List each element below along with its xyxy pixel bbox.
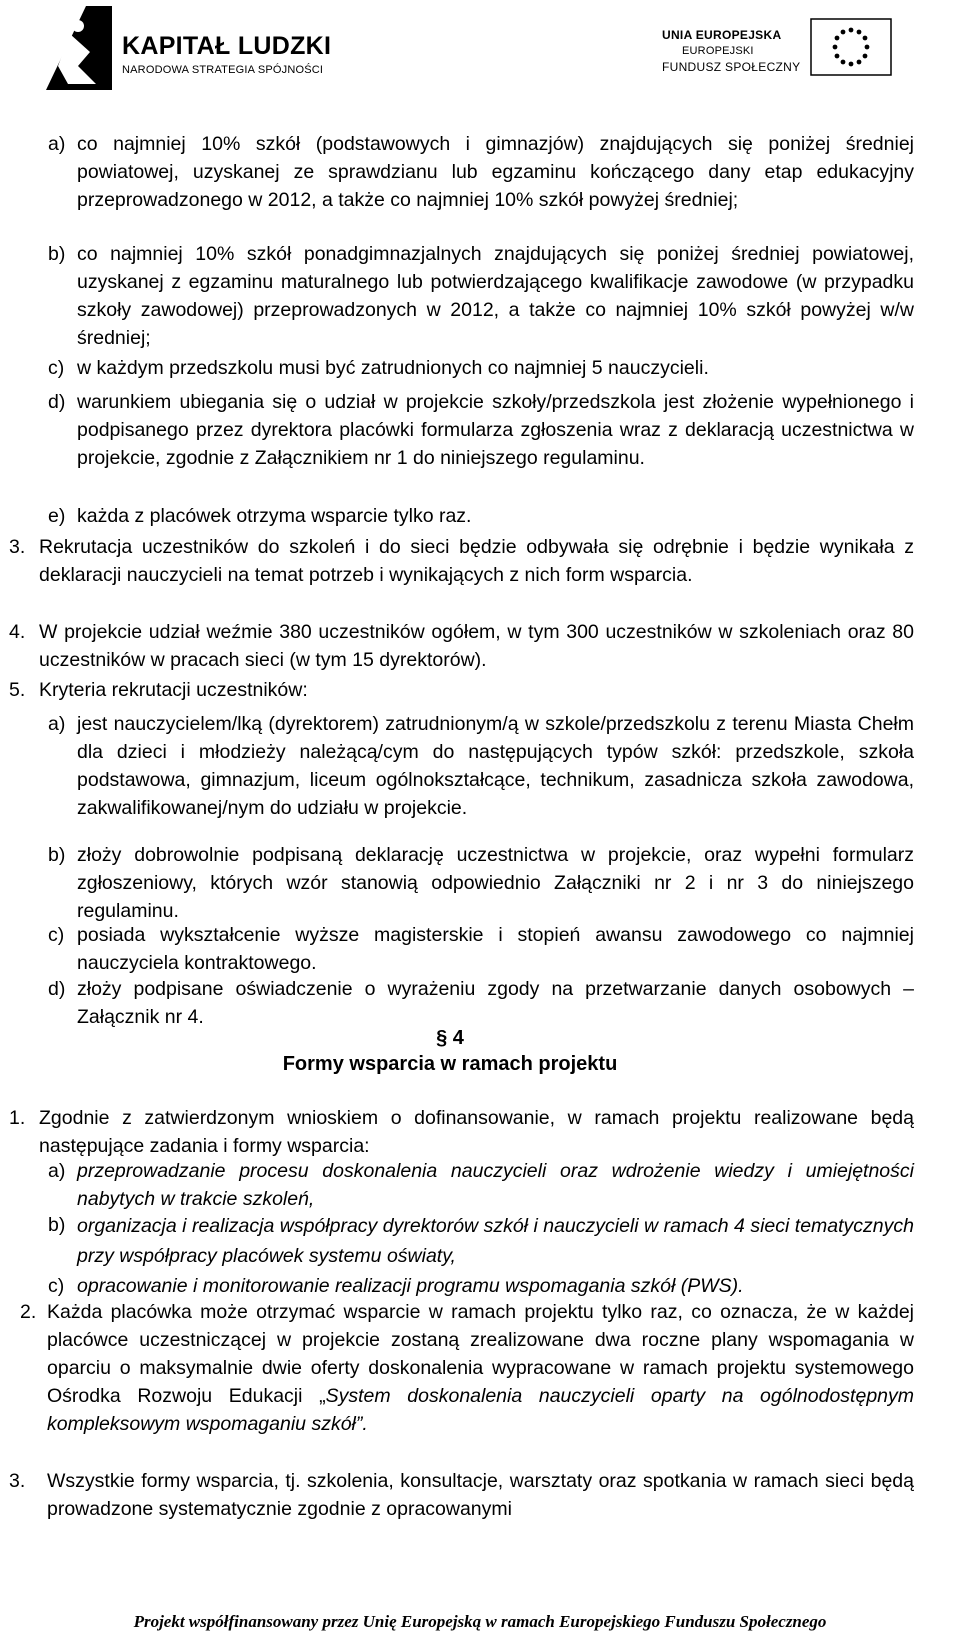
list-item: warunkiem ubiegania się o udział w projekcie szkoły/przedszkola jest złożenie wypełnionego i podpisanego przez dyrektora placówki formularza zgłoszenia wraz z deklaracją uczestnictwa w projekcie, zgodnie z Załącznikiem nr 1 do niniejszego regulaminu. xyxy=(77,391,914,469)
list-item: opracowanie i monitorowanie realizacji programu wspomagania szkół (PWS). xyxy=(77,1275,744,1297)
eu-flag-icon xyxy=(810,18,892,76)
point-label: 4. xyxy=(9,621,26,643)
list-item: jest nauczycielem/lką (dyrektorem) zatrudnionym/ą w szkole/przedszkolu z terenu Miasta Chełm dla dzieci i młodzieży należącą/cym do następujących typów szkół: przedszkole, szkoła podstawowa, gimnazjum, liceum ogólnokształcące, technikum, zasadnicza szkoła zawodowa, zakwalifikowanej/nym do udziału w projekcie. xyxy=(77,713,914,819)
list-label: b) xyxy=(48,243,66,265)
point-label: 2. xyxy=(20,1301,37,1323)
list-item: w każdym przedszkolu musi być zatrudnionych co najmniej 5 nauczycieli. xyxy=(77,357,709,379)
section-title: Formy wsparcia w ramach projektu xyxy=(282,1053,618,1075)
list-label: b) xyxy=(48,844,66,866)
point-text xyxy=(47,1298,914,1438)
list-item: złoży dobrowolnie podpisaną deklarację uczestnictwa w projekcie, oraz wypełni formularz zgłoszeniowy, których wzór stanowią odpowiednio Załączniki nr 2 i nr 3 do niniejszego regulaminu. xyxy=(77,844,914,922)
point-text: Rekrutacja uczestników do szkoleń i do sieci będzie odbywała się odrębnie i będzie wynikała z deklaracji nauczycieli na temat potrzeb i wynikających z nich form wsparcia. xyxy=(39,536,914,586)
eu-logo xyxy=(662,14,902,74)
list-item: każda z placówek otrzyma wsparcie tylko raz. xyxy=(77,505,472,527)
page-footer: Projekt współfinansowany przez Unię Europejską w ramach Europejskiego Funduszu Społecznego xyxy=(133,1612,827,1631)
page-header xyxy=(0,0,960,110)
list-label: c) xyxy=(48,1275,65,1297)
list-label: d) xyxy=(48,978,66,1000)
list-item: złoży podpisane oświadczenie o wyrażeniu zgody na przetwarzanie danych osobowych – Załącznik nr 4. xyxy=(77,978,914,1028)
section-number: § 4 xyxy=(436,1027,464,1049)
eu-line-2: EUROPEJSKI xyxy=(682,45,754,57)
point-text: Kryteria rekrutacji uczestników: xyxy=(39,679,308,701)
list-label: e) xyxy=(48,505,66,527)
point-text: Zgodnie z zatwierdzonym wnioskiem o dofinansowanie, w ramach projektu realizowane będą następujące zadania i formy wsparcia: xyxy=(39,1107,914,1157)
list-label: a) xyxy=(48,713,66,735)
list-label: c) xyxy=(48,924,65,946)
point-text: Wszystkie formy wsparcia, tj. szkolenia, konsultacje, warsztaty oraz spotkania w ramach sieci będą prowadzone systematycznie zgodnie z opracowanymi xyxy=(47,1470,914,1520)
eu-line-3: FUNDUSZ SPOŁECZNY xyxy=(662,60,801,74)
list-item: przeprowadzanie procesu doskonalenia nauczycieli oraz wdrożenie wiedzy i umiejętności nabytych w trakcie szkoleń, xyxy=(77,1160,914,1210)
list-label: a) xyxy=(48,133,66,155)
list-label: a) xyxy=(48,1160,66,1182)
logo-title: KAPITAŁ LUDZKI xyxy=(122,32,332,60)
list-item: organizacja i realizacja współpracy dyrektorów szkół i nauczycieli w ramach 4 sieci tematycznych przy współpracy placówek systemu oświaty, xyxy=(77,1215,914,1267)
point-label: 1. xyxy=(9,1107,26,1129)
list-item: co najmniej 10% szkół (podstawowych i gimnazjów) znajdujących się poniżej średniej powiatowej, uzyskanej ze sprawdzianu lub egzaminu kończącego dany etap edukacyjny przeprowadzonego w 2012, a także co najmniej 10% szkół powyżej średniej; xyxy=(77,133,914,211)
list-item: co najmniej 10% szkół ponadgimnazjalnych znajdujących się poniżej średniej powiatowej, uzyskanej z egzaminu maturalnego lub potwierdzającego kwalifikacje zawodowe (w przypadku szkoły zawodowej) przeprowadzonych w 2012, a także co najmniej 10% szkół powyżej w/w średniej; xyxy=(77,243,914,349)
eu-line-1: UNIA EUROPEJSKA xyxy=(662,28,782,42)
kapital-ludzki-emblem-icon xyxy=(40,4,118,92)
point-label: 5. xyxy=(9,679,26,701)
logo-subtitle: NARODOWA STRATEGIA SPÓJNOŚCI xyxy=(122,64,324,76)
kapital-ludzki-logo xyxy=(40,4,340,94)
point-label: 3. xyxy=(9,1470,26,1492)
point-text-italic: System doskonalenia nauczycieli oparty na ogólnodostępnym kompleksowym wspomaganiu szkół”. xyxy=(47,1385,914,1435)
list-item: posiada wykształcenie wyższe magisterskie i stopień awansu zawodowego co najmniej nauczyciela kontraktowego. xyxy=(77,924,914,974)
list-label: b) xyxy=(48,1214,66,1236)
point-label: 3. xyxy=(9,536,26,558)
point-text: W projekcie udział weźmie 380 uczestników ogółem, w tym 300 uczestników w szkoleniach oraz 80 uczestników w pracach sieci (w tym 15 dyrektorów). xyxy=(39,621,914,671)
list-label: d) xyxy=(48,391,66,413)
point-text-regular: Każda placówka może otrzymać wsparcie w ramach projektu tylko raz, co oznacza, że w każdej placówce uczestniczącej w projekcie zostaną zrealizowane dwa roczne plany wspomagania w oparciu o maksymalnie dwie oferty doskonalenia wypracowane w ramach projektu systemowego Ośrodka Rozwoju Edukacji „ xyxy=(47,1301,914,1407)
list-label: c) xyxy=(48,357,65,379)
